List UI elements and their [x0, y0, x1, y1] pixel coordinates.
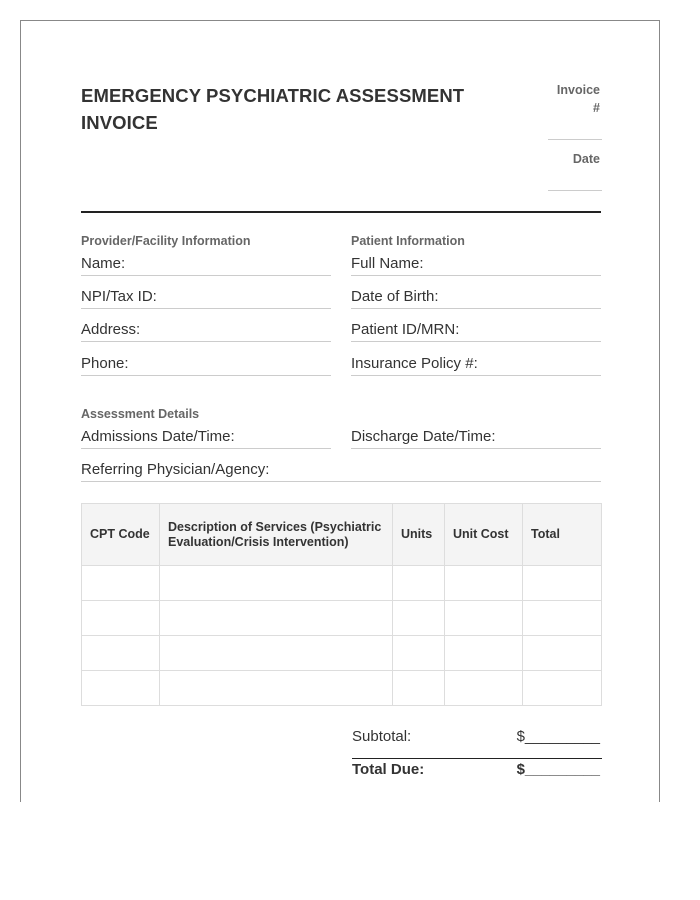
total-cell[interactable] — [523, 566, 602, 601]
units-cell[interactable] — [393, 671, 445, 706]
patient-name-field[interactable]: Full Name: — [351, 254, 601, 276]
col-header-description: Description of Services (Psychiatric Evaluation/Crisis Intervention) — [160, 504, 393, 566]
invoice-number-label — [557, 81, 600, 117]
patient-insurance-field[interactable]: Insurance Policy #: — [351, 354, 601, 376]
provider-address-field[interactable]: Address: — [81, 320, 331, 342]
units-cell[interactable] — [393, 636, 445, 671]
table-row — [82, 636, 602, 671]
subtotal-value[interactable]: $_________ — [516, 728, 600, 745]
units-cell[interactable] — [393, 601, 445, 636]
header-divider — [81, 211, 601, 213]
provider-npi-field[interactable]: NPI/Tax ID: — [81, 287, 331, 309]
table-row — [82, 601, 602, 636]
subtotal-label: Subtotal: — [352, 728, 412, 745]
units-cell[interactable] — [393, 566, 445, 601]
cpt-cell[interactable] — [82, 671, 160, 706]
discharge-datetime-field[interactable]: Discharge Date/Time: — [351, 427, 601, 449]
col-header-cpt: CPT Code — [82, 504, 160, 566]
patient-dob-field[interactable]: Date of Birth: — [351, 287, 601, 309]
table-row — [82, 566, 602, 601]
total-cell[interactable] — [523, 601, 602, 636]
total-due-value[interactable]: $_________ — [516, 761, 600, 778]
cpt-cell[interactable] — [82, 566, 160, 601]
col-header-units: Units — [393, 504, 445, 566]
description-cell[interactable] — [160, 671, 393, 706]
invoice-page — [20, 20, 660, 802]
provider-name-field[interactable]: Name: — [81, 254, 331, 276]
assessment-heading: Assessment Details — [81, 407, 200, 421]
invoice-hash-text: # — [593, 101, 600, 115]
date-field[interactable] — [548, 190, 602, 191]
unit-cost-cell[interactable] — [445, 636, 523, 671]
total-due-label: Total Due: — [352, 761, 425, 778]
total-cell[interactable] — [523, 636, 602, 671]
table-row — [82, 671, 602, 706]
description-cell[interactable] — [160, 601, 393, 636]
col-header-total: Total — [523, 504, 602, 566]
unit-cost-cell[interactable] — [445, 601, 523, 636]
unit-cost-cell[interactable] — [445, 566, 523, 601]
provider-phone-field[interactable]: Phone: — [81, 354, 331, 376]
total-cell[interactable] — [523, 671, 602, 706]
referring-physician-field[interactable]: Referring Physician/Agency: — [81, 460, 601, 482]
invoice-title: EMERGENCY PSYCHIATRIC ASSESSMENT INVOICE — [81, 85, 465, 133]
summary-divider — [352, 758, 602, 759]
admission-datetime-field[interactable]: Admissions Date/Time: — [81, 427, 331, 449]
invoice-number-field[interactable] — [548, 139, 602, 140]
description-cell[interactable] — [160, 636, 393, 671]
invoice-label-text: Invoice — [556, 83, 600, 97]
unit-cost-cell[interactable] — [445, 671, 523, 706]
cpt-cell[interactable] — [82, 601, 160, 636]
description-cell[interactable] — [160, 566, 393, 601]
col-header-unit-cost: Unit Cost — [445, 504, 523, 566]
patient-id-field[interactable]: Patient ID/MRN: — [351, 320, 601, 342]
date-label: Date — [572, 152, 600, 166]
cpt-cell[interactable] — [82, 636, 160, 671]
table-header-row — [82, 504, 602, 566]
patient-heading: Patient Information — [351, 234, 465, 248]
provider-heading: Provider/Facility Information — [81, 234, 251, 248]
services-table — [81, 503, 602, 706]
